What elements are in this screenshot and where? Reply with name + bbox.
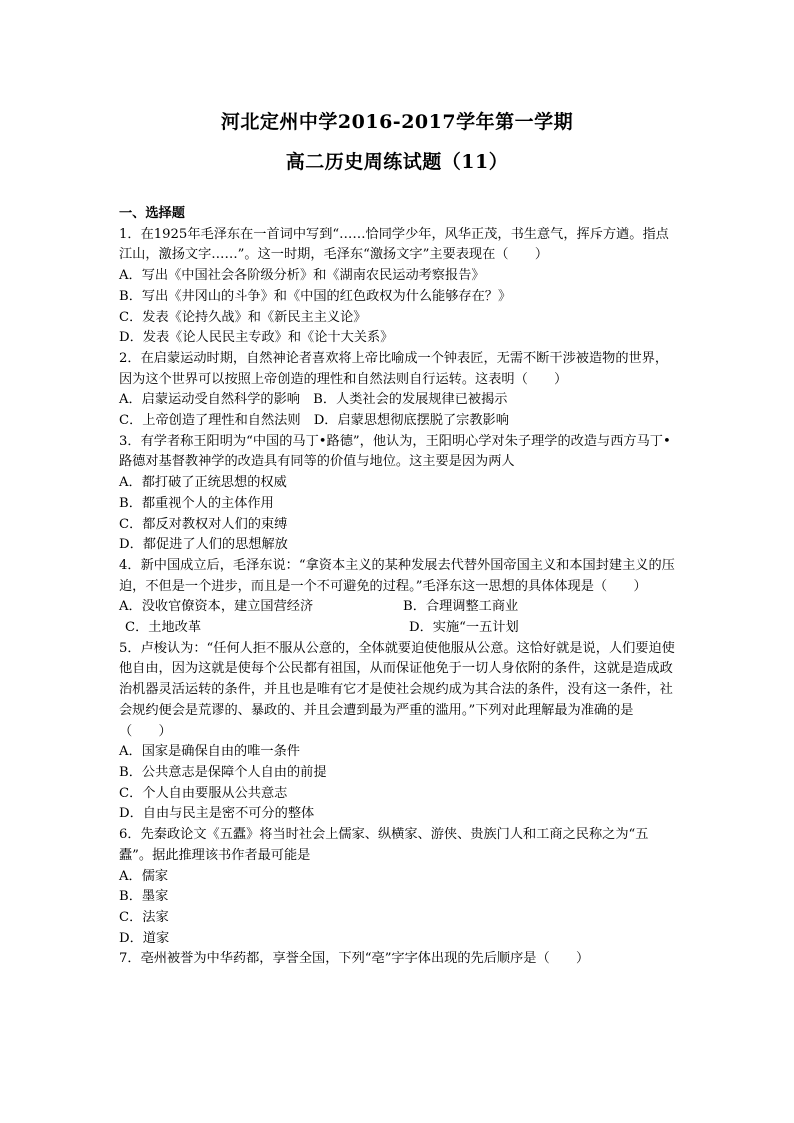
page-title: 河北定州中学2016-2017学年第一学期 — [220, 111, 574, 133]
question-option: D．发表《论人民民主专政》和《论十大关系》 — [119, 330, 394, 346]
question-option: C．上帝创造了理性和自然法则 D．启蒙思想彻底摆脱了宗教影响 — [119, 413, 509, 429]
question-option: A．儒家 — [119, 868, 169, 884]
question-stem: 5．卢梭认为：“任何人拒不服从公意的，全体就要迫使他服从公意。这恰好就是说，人们要迫使他自由，因为这就是使每个公民都有祖国，从而保证他免于一切人身依附的条件，这就是造成政治机器灵活运转的条件，并且也是唯有它才是使社会规约成为其合法的条件，没有这一条件，社会规约便会是荒谬的、暴政的、并且会遭到最为严重的滥用。”下列对此理解最为准确的是（ ） — [119, 640, 675, 739]
question-option: C．都反对教权对人们的束缚 — [119, 516, 288, 532]
question-stem: 1．在1925年毛泽东在一首词中写到“……恰同学少年，风华正茂，书生意气，挥斥方遒。指点江山，激扬文字……”。这一时期，毛泽东“激扬文字”主要表现在（ ） — [119, 226, 669, 263]
question-option: C．个人自由要服从公共意志 — [119, 785, 288, 801]
question-option: B．都重视个人的主体作用 — [119, 495, 274, 511]
question-stem: 4．新中国成立后，毛泽东说：“拿资本主义的某种发展去代替外国帝国主义和本国封建主义的压迫，不但是一个进步，而且是一个不可避免的过程。”毛泽东这一思想的具体体现是（ ） — [119, 557, 675, 594]
question-option: C．法家 — [119, 909, 169, 925]
question-option: C．土地改革 — [125, 620, 202, 636]
question-option: A．都打破了正统思想的权威 — [119, 475, 287, 491]
question-option: A．写出《中国社会各阶级分析》和《湖南农民运动考察报告》 — [119, 268, 485, 284]
question-option: D．都促进了人们的思想解放 — [119, 537, 288, 553]
question-option: B．公共意志是保障个人自由的前提 — [119, 764, 327, 780]
question-option: B．墨家 — [119, 889, 169, 905]
question-option: D．自由与民主是密不可分的整体 — [119, 806, 315, 822]
question-option: D．实施“一五计划 — [409, 620, 519, 636]
option-row — [119, 597, 679, 618]
question-stem: 6．先秦政论文《五蠹》将当时社会上儒家、纵横家、游侠、贵族门人和工商之民称之为“五蠹”。据此推理该书作者最可能是 — [119, 827, 649, 863]
question-option: B．写出《井冈山的斗争》和《中国的红色政权为什么能够存在？》 — [119, 288, 512, 304]
page-subtitle: 高二历史周练试题（11） — [285, 151, 509, 173]
question-option: D．道家 — [119, 930, 170, 946]
option-row — [119, 618, 679, 639]
question-list — [119, 204, 679, 970]
question-option: C．发表《论持久战》和《新民主主义论》 — [119, 309, 367, 325]
section-heading: 一、选择题 — [119, 206, 185, 221]
question-option: A．没收官僚资本，建立国营经济 — [119, 599, 314, 615]
question-stem: 3．有学者称王阳明为“中国的马丁•路德”，他认为，王阳明心学对朱子理学的改造与西方马丁•路德对基督教神学的改造具有同等的价值与地位。这主要是因为两人 — [119, 433, 671, 470]
question-stem: 7．亳州被誉为中华药都，享誉全国，下列“亳”字字体出现的先后顺序是（ ） — [119, 951, 590, 967]
question-option: B．合理调整工商业 — [403, 599, 519, 615]
question-stem: 2．在启蒙运动时期，自然神论者喜欢将上帝比喻成一个钟表匠，无需不断干涉被造物的世界，因为这个世界可以按照上帝创造的理性和自然法则自行运转。这表明（ ） — [119, 350, 669, 387]
question-option: A．国家是确保自由的唯一条件 — [119, 744, 300, 760]
question-option: A．启蒙运动受自然科学的影响 B．人类社会的发展规律已被揭示 — [119, 392, 508, 408]
